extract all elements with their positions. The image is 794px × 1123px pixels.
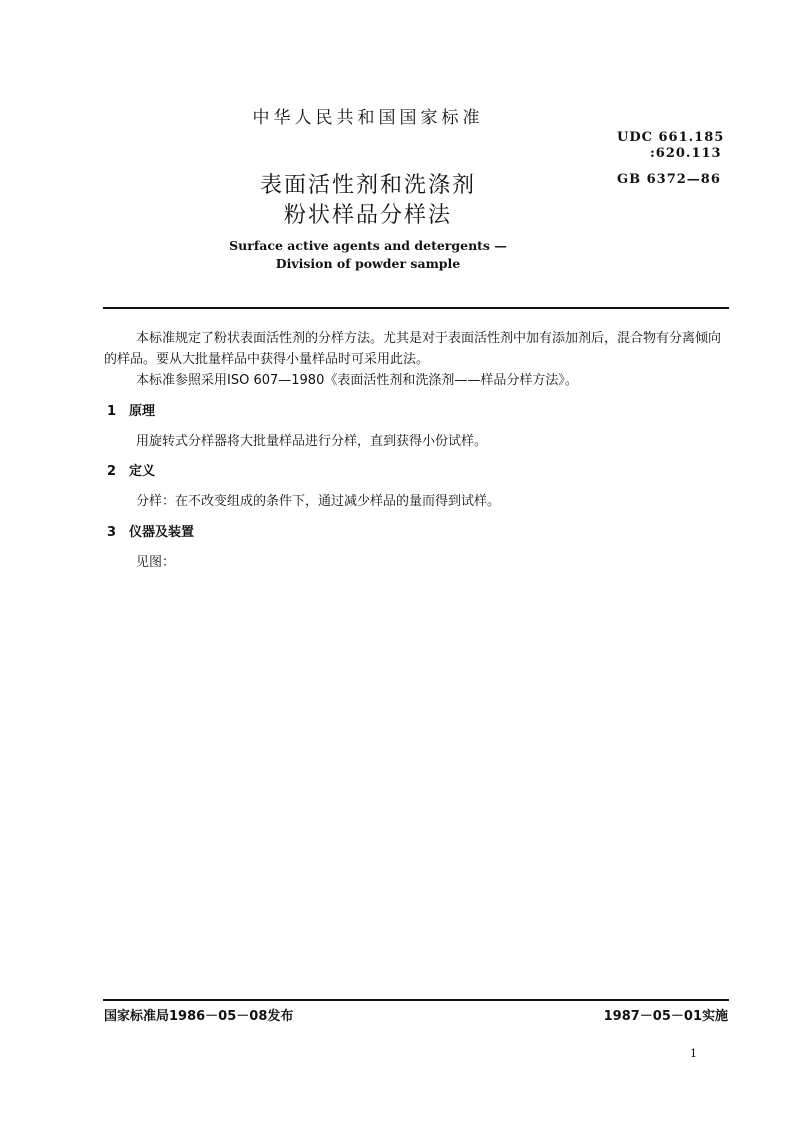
title-en-line1: Surface active agents and detergents — <box>229 238 507 253</box>
title-zh-line1: 表面活性剂和洗涤剂 <box>259 173 476 198</box>
section-title: 仪器及装置 <box>129 525 195 540</box>
section-2-text: 分样：在不改变组成的条件下，通过减少样品的量而得到试样。 <box>136 494 501 509</box>
section-number: 1 <box>107 404 117 419</box>
gb-number: GB 6372—86 <box>617 172 721 187</box>
effective-date: 1987－05－01实施 <box>603 1009 728 1024</box>
section-3-text: 见图： <box>136 555 176 570</box>
intro-paragraph-2: 本标准参照采用ISO 607—1980《表面活性剂和洗涤剂——样品分样方法》。 <box>136 373 578 388</box>
header-divider <box>103 307 729 309</box>
page-number: 1 <box>690 1047 697 1060</box>
udc-code-line2: :620.113 <box>650 146 722 161</box>
section-number: 2 <box>107 464 117 479</box>
title-en-line2: Division of powder sample <box>275 256 461 271</box>
section-number: 3 <box>107 525 117 540</box>
title-zh-line2: 粉状样品分样法 <box>283 203 452 228</box>
section-3-heading <box>107 521 194 540</box>
section-1-text: 用旋转式分样器将大批量样品进行分样，直到获得小份试样。 <box>136 434 488 449</box>
intro-paragraph-1: 本标准规定了粉状表面活性剂的分样方法。尤其是对于表面活性剂中加有添加剂后，混合物有分离倾向的样品。要从大批量样品中获得小量样品时可采用此法。 <box>104 331 722 367</box>
section-2-heading <box>107 460 155 479</box>
issue-date: 国家标准局1986－05－08发布 <box>104 1009 294 1024</box>
section-title: 定义 <box>129 464 156 479</box>
standard-name: 中华人民共和国国家标准 <box>252 108 484 128</box>
udc-code-line1: UDC 661.185 <box>617 130 725 145</box>
footer-divider <box>103 999 729 1001</box>
section-1-heading <box>107 400 155 419</box>
section-title: 原理 <box>129 404 156 419</box>
